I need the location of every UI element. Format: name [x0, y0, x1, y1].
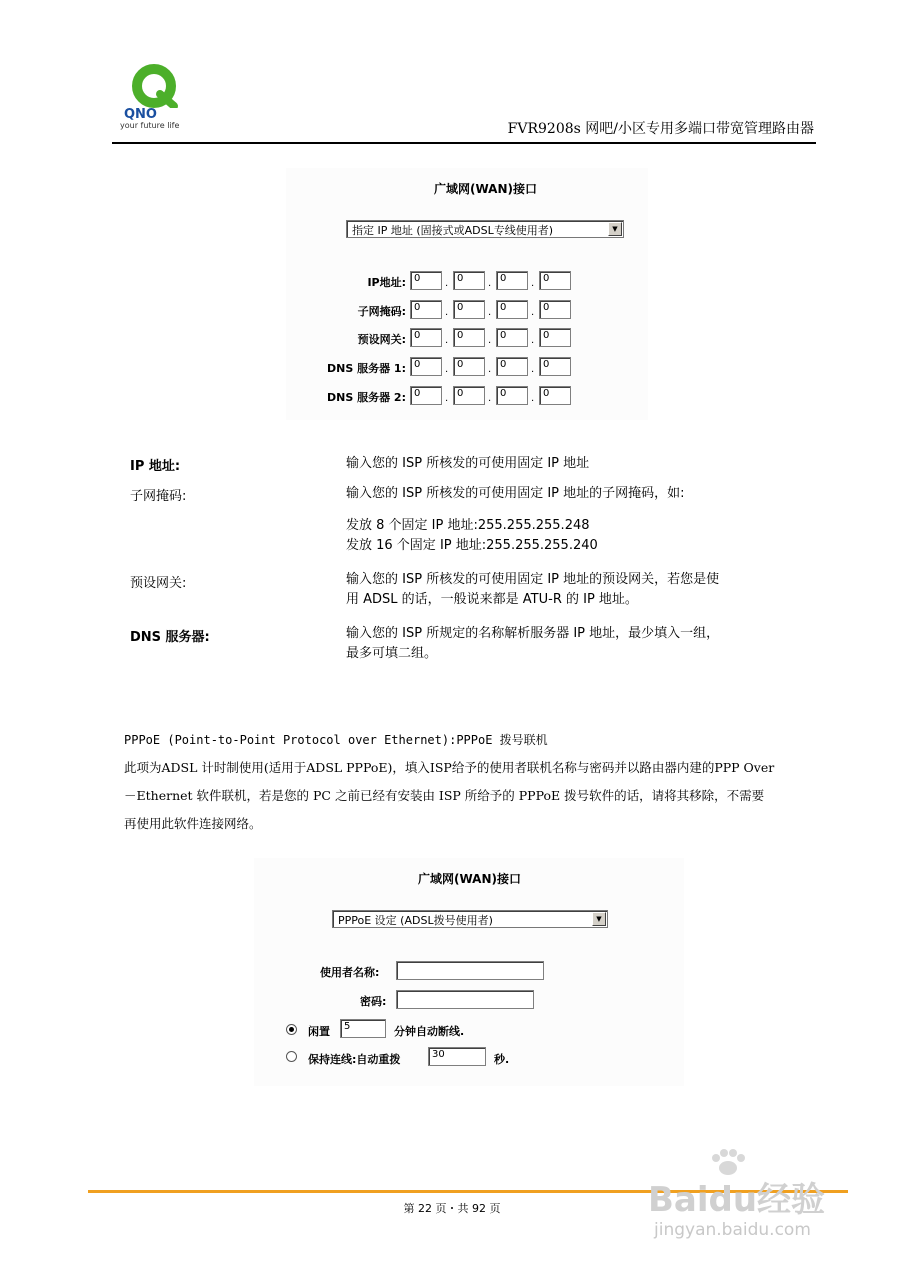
- desc-text-gateway-1: 输入您的 ISP 所核发的可使用固定 IP 地址的预设网关，若您是使: [346, 572, 720, 587]
- octet-separator: .: [445, 364, 449, 375]
- dns2-octet-1[interactable]: 0: [410, 386, 442, 405]
- password-label: 密码:: [360, 995, 387, 1008]
- octet-separator: .: [531, 393, 535, 404]
- octet-separator: .: [531, 335, 535, 346]
- gateway-octet-3[interactable]: 0: [496, 328, 528, 347]
- watermark-main: Baidu经验: [648, 1180, 826, 1220]
- dns1-label: DNS 服务器 1:: [327, 362, 406, 375]
- desc-term-gateway: 预设网关:: [130, 576, 187, 591]
- dns1-octet-3[interactable]: 0: [496, 357, 528, 376]
- ip-address-octet-1[interactable]: 0: [410, 271, 442, 290]
- connection-type-select[interactable]: [346, 220, 624, 238]
- logo-wordmark: QNO: [124, 107, 157, 122]
- octet-separator: .: [445, 393, 449, 404]
- watermark-url: jingyan.baidu.com: [654, 1220, 811, 1240]
- idle-suffix: 分钟自动断线.: [394, 1025, 465, 1038]
- pppoe-paragraph-line-1: 此项为ADSL 计时制使用(适用于ADSL PPPoE)，填入ISP给予的使用者联机名称与密码并以路由器内建的PPP Over: [124, 760, 775, 775]
- pppoe-paragraph-line-3: 再使用此软件连接网络。: [124, 816, 262, 831]
- desc-text-subnet-example-2: 发放 16 个固定 IP 地址:255.255.255.240: [346, 538, 598, 553]
- desc-text-subnet-example-1: 发放 8 个固定 IP 地址:255.255.255.248: [346, 518, 590, 533]
- redial-seconds-input[interactable]: 30: [428, 1047, 486, 1066]
- pppoe-heading: PPPoE (Point-to-Point Protocol over Ethernet):PPPoE 拨号联机: [124, 733, 548, 747]
- pppoe-paragraph-line-2: －Ethernet 软件联机，若是您的 PC 之前已经有安装由 ISP 所给予的 PPPoE 拨号软件的话，请将其移除，不需要: [124, 788, 765, 803]
- keepalive-label: 保持连线:自动重拨: [308, 1053, 401, 1066]
- octet-separator: .: [531, 307, 535, 318]
- dns2-octet-2[interactable]: 0: [453, 386, 485, 405]
- idle-minutes-input[interactable]: 5: [340, 1019, 386, 1038]
- connection-type-select[interactable]: [332, 910, 608, 928]
- logo-tagline: your future life: [120, 121, 180, 130]
- octet-separator: .: [531, 278, 535, 289]
- desc-term-dns: DNS 服务器:: [130, 630, 210, 645]
- desc-text-gateway-2: 用 ADSL 的话，一般说来都是 ATU-R 的 IP 地址。: [346, 592, 638, 607]
- octet-separator: .: [488, 393, 492, 404]
- baidu-watermark: [648, 1148, 858, 1268]
- gateway-octet-4[interactable]: 0: [539, 328, 571, 347]
- octet-separator: .: [445, 335, 449, 346]
- document-title: FVR9208s 网吧/小区专用多端口带宽管理路由器: [507, 121, 814, 137]
- subnet-mask-octet-3[interactable]: 0: [496, 300, 528, 319]
- desc-term-ip: IP 地址:: [130, 459, 181, 474]
- select-value: 指定 IP 地址 (固接式或ADSL专线使用者): [352, 224, 554, 237]
- panel-title: 广域网(WAN)接口: [418, 872, 521, 886]
- dns1-octet-4[interactable]: 0: [539, 357, 571, 376]
- select-value: PPPoE 设定 (ADSL拨号使用者): [338, 914, 493, 927]
- username-input[interactable]: [396, 961, 544, 980]
- dns2-label: DNS 服务器 2:: [327, 391, 406, 404]
- panel-title: 广域网(WAN)接口: [434, 182, 537, 196]
- idle-label: 闲置: [308, 1025, 330, 1038]
- dns1-octet-2[interactable]: 0: [453, 357, 485, 376]
- subnet-mask-octet-2[interactable]: 0: [453, 300, 485, 319]
- desc-text-subnet: 输入您的 ISP 所核发的可使用固定 IP 地址的子网掩码，如:: [346, 486, 685, 501]
- octet-separator: .: [488, 335, 492, 346]
- desc-text-ip: 输入您的 ISP 所核发的可使用固定 IP 地址: [346, 456, 590, 471]
- ip-address-octet-2[interactable]: 0: [453, 271, 485, 290]
- chevron-down-icon[interactable]: ▼: [592, 912, 606, 926]
- octet-separator: .: [445, 307, 449, 318]
- username-label: 使用者名称:: [320, 966, 380, 979]
- password-input[interactable]: [396, 990, 534, 1009]
- gateway-octet-2[interactable]: 0: [453, 328, 485, 347]
- ip-address-label: IP地址:: [367, 276, 406, 289]
- wan-pppoe-panel: [254, 858, 684, 1086]
- header-divider: [112, 142, 816, 144]
- page-number: 第 22 页・共 92 页: [403, 1202, 501, 1215]
- ip-address-octet-4[interactable]: 0: [539, 271, 571, 290]
- chevron-down-icon[interactable]: ▼: [608, 222, 622, 236]
- gateway-octet-1[interactable]: 0: [410, 328, 442, 347]
- octet-separator: .: [531, 364, 535, 375]
- ip-address-octet-3[interactable]: 0: [496, 271, 528, 290]
- dns2-octet-3[interactable]: 0: [496, 386, 528, 405]
- wan-static-panel: [286, 168, 648, 420]
- idle-timeout-radio[interactable]: [286, 1024, 297, 1035]
- keepalive-radio[interactable]: [286, 1051, 297, 1062]
- gateway-label: 预设网关:: [357, 333, 406, 346]
- octet-separator: .: [488, 278, 492, 289]
- desc-term-subnet: 子网掩码:: [130, 489, 187, 504]
- subnet-mask-octet-1[interactable]: 0: [410, 300, 442, 319]
- octet-separator: .: [488, 364, 492, 375]
- octet-separator: .: [488, 307, 492, 318]
- dns2-octet-4[interactable]: 0: [539, 386, 571, 405]
- subnet-mask-octet-4[interactable]: 0: [539, 300, 571, 319]
- keepalive-suffix: 秒.: [494, 1053, 510, 1066]
- subnet-mask-label: 子网掩码:: [357, 305, 406, 318]
- dns1-octet-1[interactable]: 0: [410, 357, 442, 376]
- desc-text-dns-1: 输入您的 ISP 所规定的名称解析服务器 IP 地址，最少填入一组，: [346, 626, 720, 641]
- desc-text-dns-2: 最多可填二组。: [346, 646, 438, 661]
- octet-separator: .: [445, 278, 449, 289]
